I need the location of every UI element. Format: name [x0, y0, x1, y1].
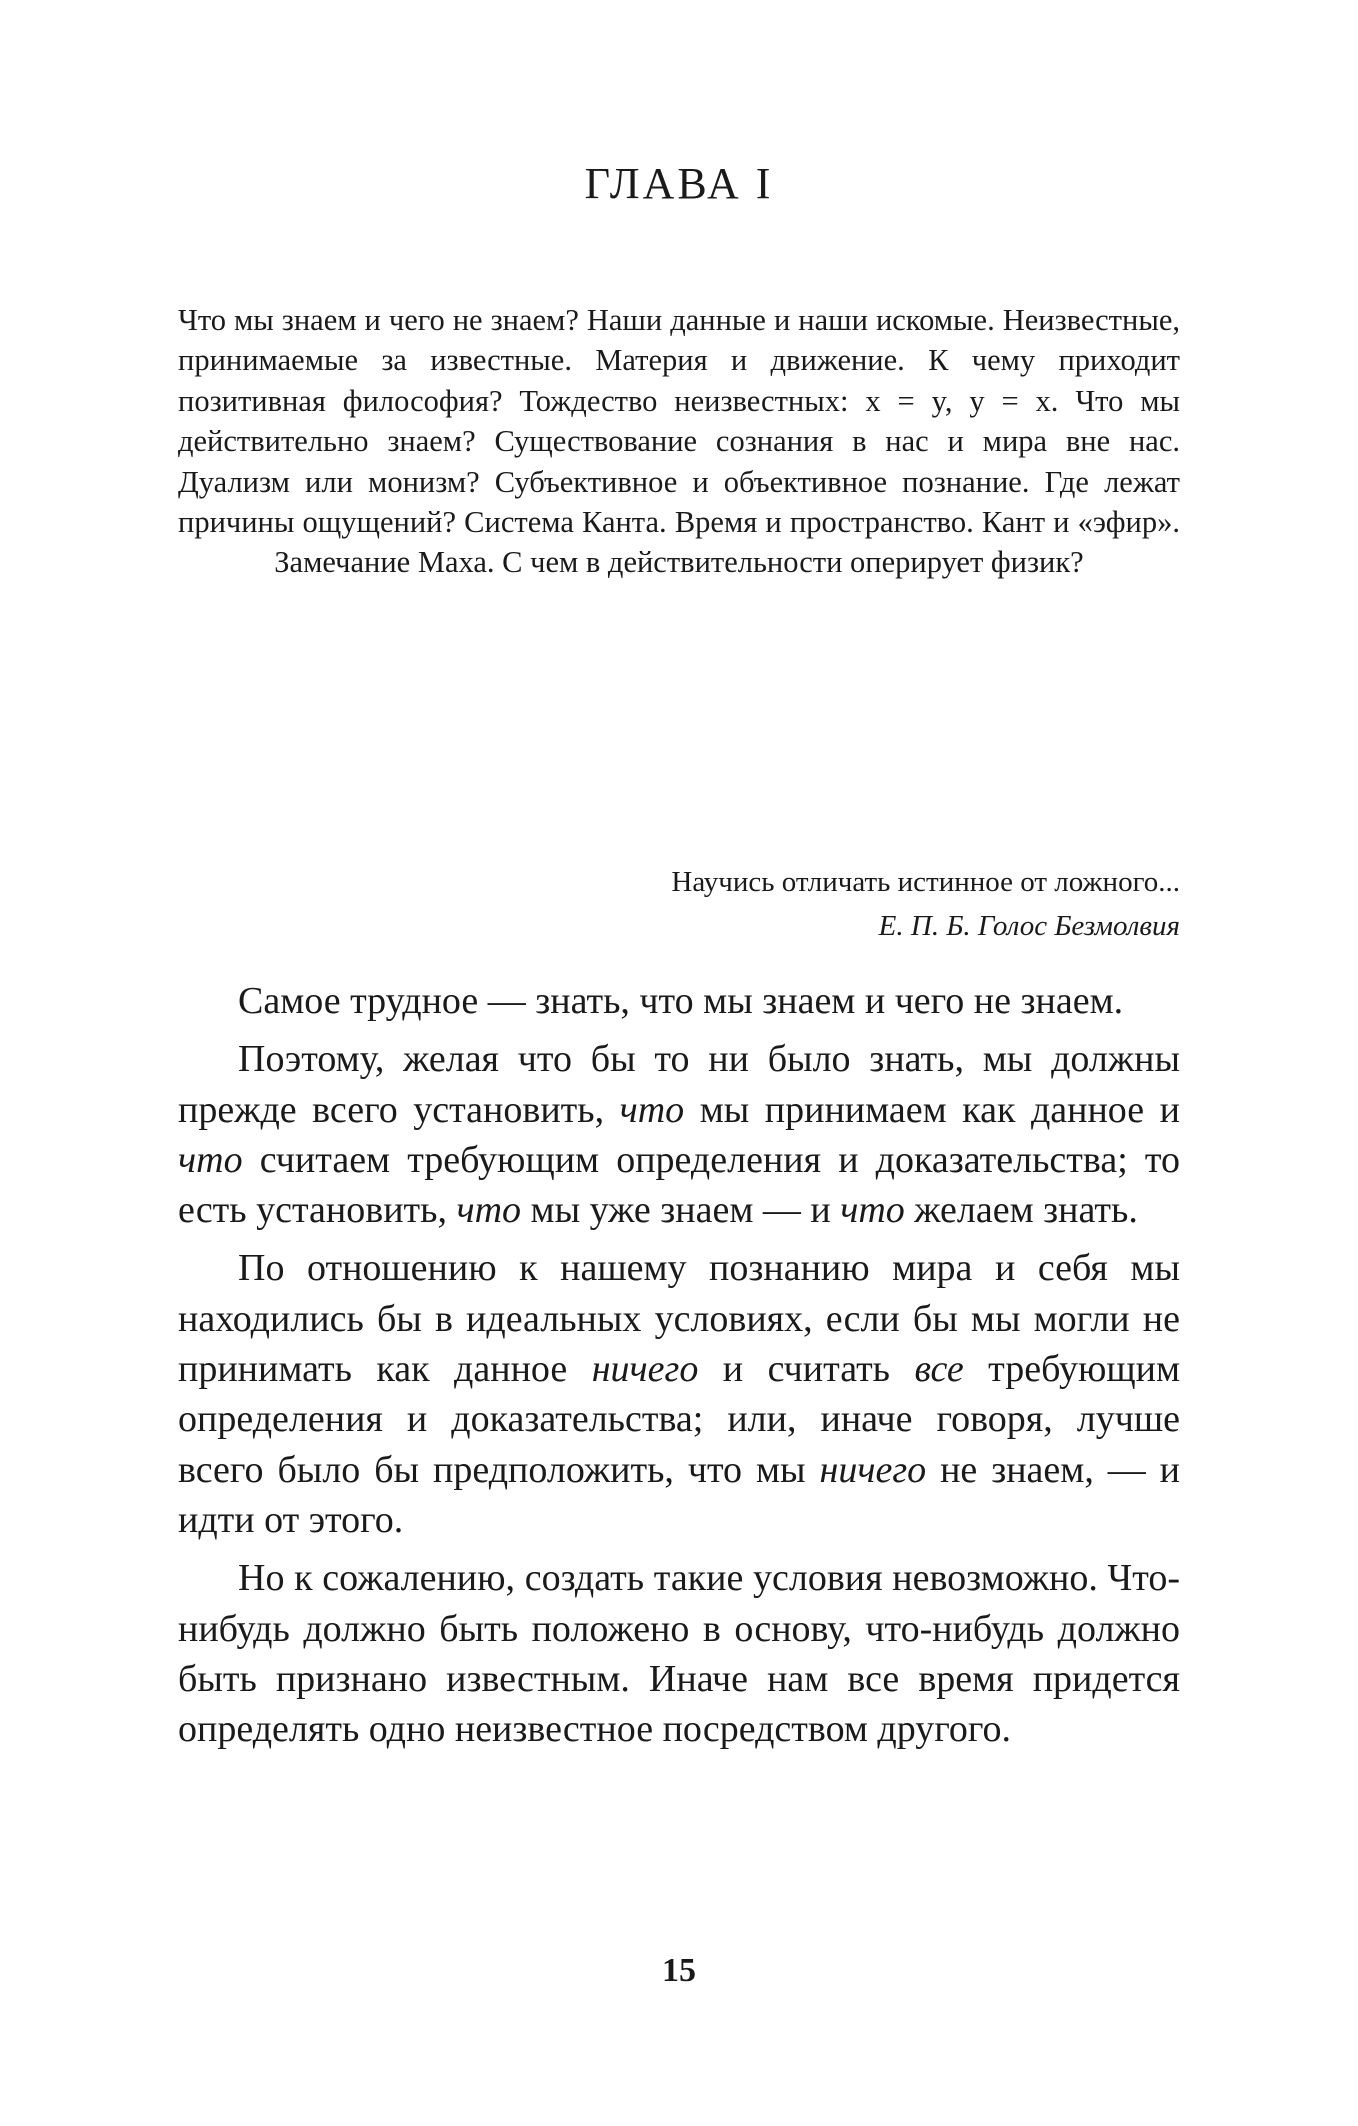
paragraph-2-text: Поэтому, желая что бы то ни было знать, мы должны прежде всего установить, [178, 1038, 1180, 1131]
epigraph-source: Е. П. Б. Голос Безмолвия [878, 910, 1180, 942]
paragraph-3 [178, 1243, 1180, 1545]
chapter-summary: Что мы знаем и чего не знаем? Наши данные и наши искомые. Неизвестные, принимаемые за известные. Материя и движение. К чему приходит позитивная философия? Тождество неизвестных: x = y, y = x. Что мы действительно знаем? Существование сознания в нас и мира вне нас. Дуализм или монизм? Субъективное и объективное познание. Где лежат причины ощущений? Система Канта. Время и пространство. Кант и «эфир». Замечание Маха. С чем в действительности оперирует физик? [178, 303, 1180, 580]
chapter-title: ГЛАВА I [584, 159, 774, 208]
paragraph-2-text: мы уже знаем — и [521, 1189, 841, 1232]
paragraph-3-emphasis: ничего [591, 1348, 699, 1391]
paragraph-3-text: не знаем, — и идти от этого. [178, 1448, 1180, 1541]
paragraph-3-text: и считать [698, 1348, 915, 1391]
paragraph-2 [178, 1034, 1180, 1235]
paragraph-2-emphasis: что [456, 1189, 522, 1232]
paragraph-2-text: мы принимаем как данное и [684, 1088, 1180, 1131]
paragraph-3-emphasis: все [914, 1348, 964, 1391]
paragraph-1: Самое трудное — знать, что мы знаем и чего не знаем. [238, 980, 1124, 1022]
paragraph-3-text: По отношению к нашему познанию мира и себя мы находились бы в идеальных условиях, если бы мы могли не принимать как данное [178, 1247, 1180, 1391]
page-number: 15 [662, 1952, 696, 1989]
epigraph-quote: Научись отличать истинное от ложного... [671, 866, 1180, 898]
paragraph-3-emphasis: ничего [819, 1448, 927, 1491]
paragraph-2-text: считаем требующим определения и доказательства; то есть установить, [178, 1138, 1180, 1232]
paragraph-3-text: требующим определения и доказательства; или, иначе говоря, лучше всего было бы предположить, что мы [178, 1348, 1180, 1491]
paragraph-4: Но к сожалению, создать такие условия невозможно. Что-нибудь должно быть положено в основу, что-нибудь должно быть признано известным. Иначе нам все время придется определять одно неизвестное посредством другого. [178, 1557, 1180, 1751]
paragraph-2-emphasis: что [178, 1138, 243, 1181]
body-text [178, 976, 1180, 1762]
paragraph-2-text: желаем знать. [904, 1189, 1138, 1232]
paragraph-2-emphasis: что [619, 1088, 685, 1131]
epigraph [178, 860, 1180, 948]
paragraph-2-emphasis: что [840, 1189, 905, 1232]
